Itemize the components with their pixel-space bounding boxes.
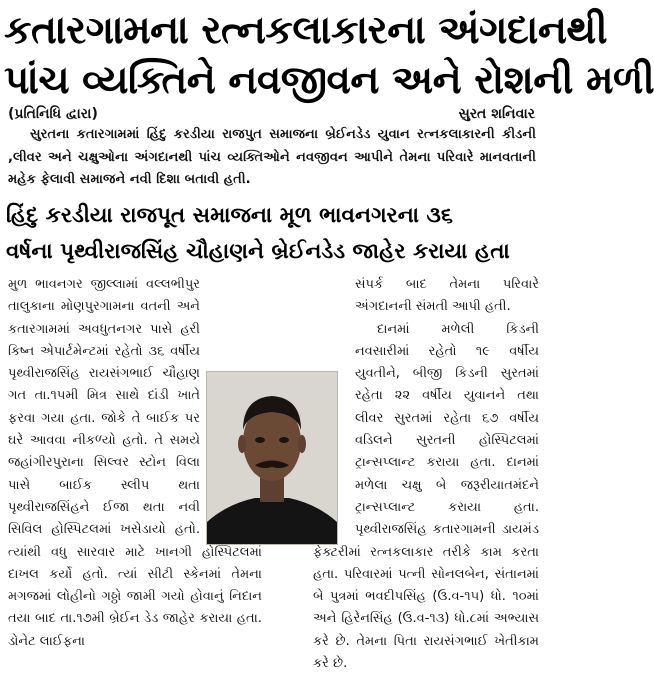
byline-place: સુરત શનિવાર [458,106,535,122]
intro-paragraph: સુરતના કતારગામમાં હિંદુ કરડીયા રાજપુત સમાજના બ્રેઈનડેડ યુવાન રત્નકલાકારની કીડની ,લીવર અને ચક્ષુઓના અંગદાનથી પાંચ વ્યક્તિઓને નવજીવન આપીને તેમના પરિવારે માનવતાની મહેક ફેલાવી સમાજને નવી દિશા બતાવી હતી. [8,127,536,187]
body-column-right [313,274,539,675]
body-right-paragraph-1: સંપર્ક બાદ તેમના પરિવારે અંગદાનની સંમતી આપી હતી. [355,277,539,315]
portrait-illustration [207,372,337,544]
subheadline-line-1: હિંદુ કરડીયા રાજપૂત સમાજના મૂળ ભાવનગરના ૩૬ [6,203,453,228]
byline-author: (પ્રતિનિધિ દ્વારા) [8,106,98,122]
headline-line-1: કતારગામના રત્નકલાકારના અંગદાનથી [4,8,607,53]
body-left-text: મુળ ભાવનગર જીલ્લામાં વલ્લભીપુર તાલુકાના મોણપુરગામના વતની અને કતારગામમાં અવધુતનગર પાસે હરી કિષ્ન એપાર્ટમેન્ટમાં રહેતો ૩૬ વર્ષીય પૃથ્વીરાજસિંહ રાયસંગભાઈ ચૌહાણ ગત તા.૧૫મી મિત્ર સાથે દાંડી ખાતે ફરવા ગયા હતા. જોકે તે બાઈક પર ઘરે આવવા નીકળ્યો હતો. તે સમયે જહાંગીરપુરાના સિલ્વર સ્ટોન વિલા પાસે બાઈક સ્લીપ થતા પૃથ્વીરાજસિંહને ઈજા થતા નવી સિવિલ હોસ્પિટલમાં ખસેડાયો હતો. ત્યાંથી વધુ સારવાર માટે ખાનગી હોસ્પિટલમાં દાખલ કર્યો હતો. ત્યાં સીટી સ્કેનમાં તેમના મગજમાં લોહીનો ગઠ્ઠો જામી ગયો હોવાનું નિદાન તયા બાદ તા.૧૭મી બ્રેઈન ડેડ જાહેર કરાયા હતા. ડોનેટ લાઈફના [8,277,262,649]
headline-line-2: પાંચ વ્યક્તિને નવજીવન અને રોશની મળી [4,58,654,103]
subheadline-line-2: વર્ષના પૃથ્વીરાજસિંહ ચૌહાણને બ્રેઈનડેડ જાહેર કરાયા હતા [6,239,510,264]
byline [8,106,535,126]
portrait-photo [206,371,338,545]
body-right-paragraph-2: દાનમાં મળેલી કિડની નવસારીમાં રહેતો ૧૯ વર્ષીય યુવતીને, બીજી કિડની સુરતમાં રહેતા ૨૨ વર્ષીય યુવાનને તથા લીવર સુરતમાં રહેતા ૬૭ વર્ષીય વડિલને સુરતની હોસ્પિટલમાં ટ્રાન્સપ્લાન્ટ કરાયા હતા. દાનમાં મળેલા ચક્ષુ બે જરૂરીયાતમંદને ટ્રાન્સપ્લાન્ટ કરાયા હતા. પૃથ્વીરાજસિંહ કતારગામની ડાયમંડ ફેક્ટરીમાં રત્નકલાકાર તરીકે કામ કરતા હતા. પરિવારમાં પત્ની સોનલબેન, સંતાનમાં બે પુત્રમાં ભવદીપસિંહ (ઉ.વ-૧૫) ધો. ૧૦માં અને હિરેનસિંહ (ઉ.વ-૧૩) ધો.૮માં અભ્યાસ કરે છે. તેમના પિતા રાયસંગભાઈ ખેતીકામ કરે છે. [313,321,539,672]
